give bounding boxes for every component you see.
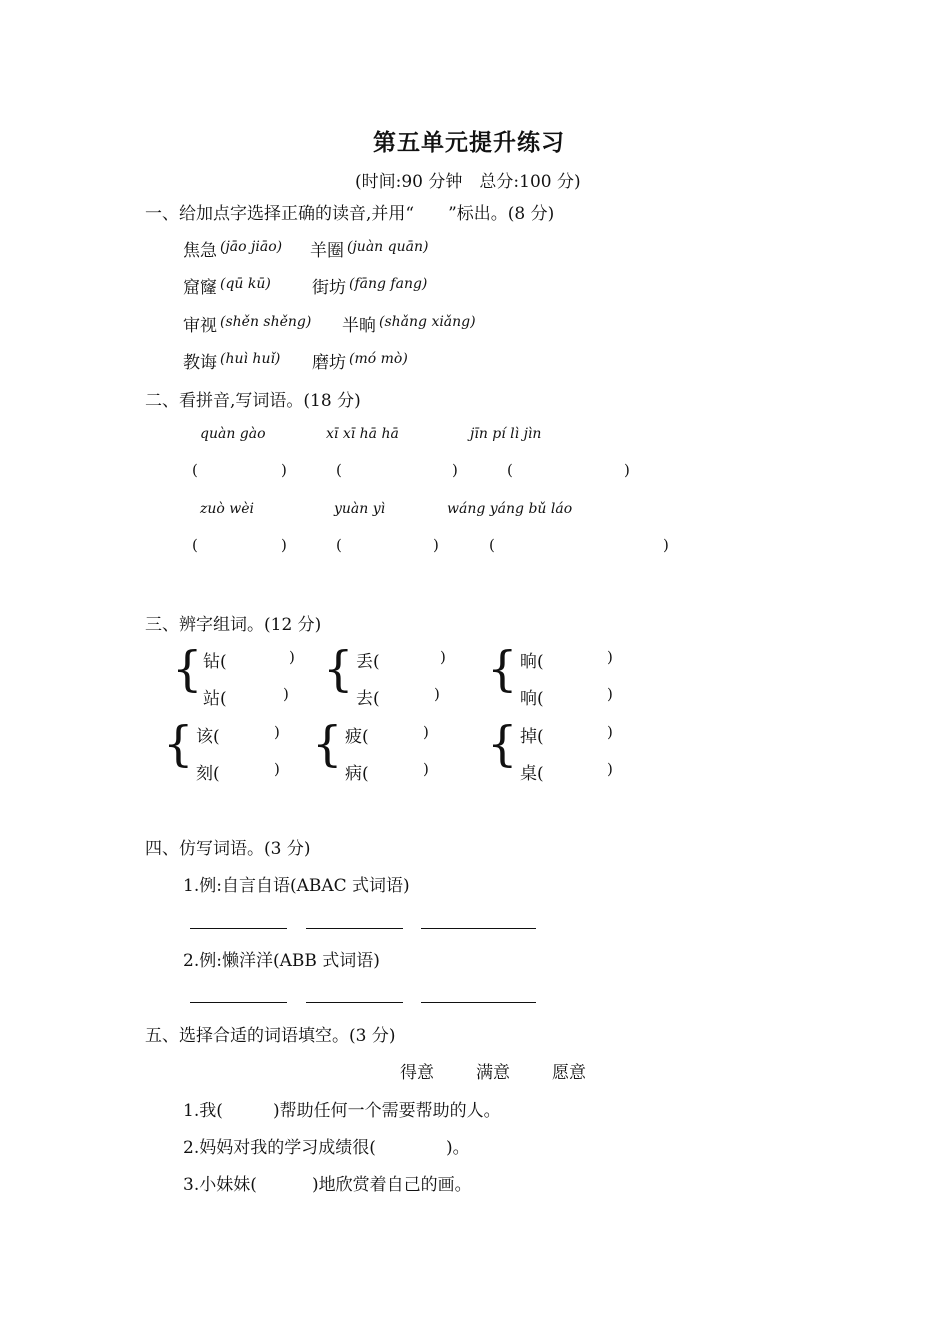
q5-choice: 满意 xyxy=(476,1063,510,1083)
answer-blank-line[interactable] xyxy=(421,928,536,929)
q3-char-a: 晌( xyxy=(520,652,544,672)
q1-options[interactable]: (shǎng xiǎng) xyxy=(379,314,476,330)
q5-choice: 得意 xyxy=(400,1063,434,1083)
answer-paren-close: ) xyxy=(433,536,439,554)
curly-brace: { xyxy=(487,641,518,697)
q2-pinyin: quàn gào xyxy=(200,426,266,442)
answer-paren-close: ) xyxy=(283,685,289,703)
answer-paren-open: ( xyxy=(489,536,495,554)
answer-paren-close: ) xyxy=(624,461,630,479)
q4-heading: 四、仿写词语。(3 分) xyxy=(145,839,311,859)
q5-sentence-3-end: )地欣赏着自己的画。 xyxy=(312,1175,472,1195)
answer-blank-line[interactable] xyxy=(190,1002,287,1003)
q4-example-1: 1.例:自言自语(ABAC 式词语) xyxy=(183,876,410,896)
q2-pinyin: wáng yáng bǔ láo xyxy=(447,501,573,517)
q2-pinyin: zuò wèi xyxy=(200,501,255,517)
q1-options[interactable]: (mó mò) xyxy=(349,351,408,367)
q3-char-b: 响( xyxy=(520,689,544,709)
q5-sentence-3-start: 3.小妹妹( xyxy=(183,1175,257,1195)
q1-options[interactable]: (juàn quān) xyxy=(347,239,429,255)
answer-paren-close: ) xyxy=(452,461,458,479)
answer-paren-close: ) xyxy=(440,648,446,666)
answer-paren-close: ) xyxy=(663,536,669,554)
answer-blank-line[interactable] xyxy=(306,1002,403,1003)
answer-paren-close: ) xyxy=(423,760,429,778)
answer-paren-close: ) xyxy=(274,760,280,778)
q3-char-b: 站( xyxy=(203,689,227,709)
answer-blank-line[interactable] xyxy=(421,1002,536,1003)
q3-char-b: 刻( xyxy=(196,764,220,784)
q4-example-2: 2.例:懒洋洋(ABB 式词语) xyxy=(183,951,380,971)
curly-brace: { xyxy=(323,641,354,697)
answer-paren-open: ( xyxy=(192,461,198,479)
q2-pinyin: xī xī hā hā xyxy=(326,426,399,442)
q2-heading: 二、看拼音,写词语。(18 分) xyxy=(145,391,361,411)
q2-pinyin: jīn pí lì jìn xyxy=(470,426,542,442)
q1-word: 羊圈 xyxy=(310,241,344,261)
answer-paren-close: ) xyxy=(607,685,613,703)
curly-brace: { xyxy=(312,716,343,772)
page-title: 第五单元提升练习 xyxy=(373,129,565,156)
answer-paren-open: ( xyxy=(336,461,342,479)
q1-word: 街坊 xyxy=(312,278,346,298)
q1-options[interactable]: (shěn shěng) xyxy=(220,314,312,330)
answer-paren-close: ) xyxy=(423,723,429,741)
answer-paren-close: ) xyxy=(281,536,287,554)
answer-paren-close: ) xyxy=(607,760,613,778)
answer-blank-line[interactable] xyxy=(306,928,403,929)
q1-options[interactable]: (huì huǐ) xyxy=(220,351,281,367)
q1-word: 磨坊 xyxy=(312,353,346,373)
answer-paren-close: ) xyxy=(434,685,440,703)
q5-sentence-2-end: )。 xyxy=(446,1138,470,1158)
q1-heading: 一、给加点字选择正确的读音,并用“ ”标出。(8 分) xyxy=(145,204,555,224)
q3-char-b: 去( xyxy=(356,689,380,709)
q1-word: 半晌 xyxy=(342,316,376,336)
q3-heading: 三、辨字组词。(12 分) xyxy=(145,615,322,635)
q5-heading: 五、选择合适的词语填空。(3 分) xyxy=(145,1026,396,1046)
answer-paren-close: ) xyxy=(281,461,287,479)
curly-brace: { xyxy=(487,716,518,772)
answer-paren-open: ( xyxy=(192,536,198,554)
q3-char-a: 疲( xyxy=(345,727,369,747)
q2-pinyin: yuàn yì xyxy=(334,501,386,517)
q1-word: 焦急 xyxy=(183,241,217,261)
answer-blank-line[interactable] xyxy=(190,928,287,929)
q5-sentence-2-start: 2.妈妈对我的学习成绩很( xyxy=(183,1138,376,1158)
q1-options[interactable]: (jāo jiāo) xyxy=(220,239,283,255)
q3-char-a: 掉( xyxy=(520,727,544,747)
answer-paren-open: ( xyxy=(507,461,513,479)
q3-char-b: 桌( xyxy=(520,764,544,784)
q1-word: 窟窿 xyxy=(183,278,217,298)
q3-char-a: 该( xyxy=(196,727,220,747)
q5-choice: 愿意 xyxy=(552,1063,586,1083)
q3-char-a: 钻( xyxy=(203,652,227,672)
q1-word: 教诲 xyxy=(183,353,217,373)
q1-options[interactable]: (fāng fang) xyxy=(349,276,428,292)
curly-brace: { xyxy=(163,716,194,772)
q1-options[interactable]: (qū kū) xyxy=(220,276,271,292)
q1-word: 审视 xyxy=(183,316,217,336)
answer-paren-close: ) xyxy=(289,648,295,666)
q3-char-a: 丢( xyxy=(356,652,380,672)
answer-paren-open: ( xyxy=(336,536,342,554)
q5-sentence-1-start: 1.我( xyxy=(183,1101,223,1121)
q5-sentence-1-end: )帮助任何一个需要帮助的人。 xyxy=(273,1101,501,1121)
answer-paren-close: ) xyxy=(607,648,613,666)
curly-brace: { xyxy=(172,641,203,697)
answer-paren-close: ) xyxy=(607,723,613,741)
answer-paren-close: ) xyxy=(274,723,280,741)
q3-char-b: 病( xyxy=(345,764,369,784)
page-subtitle: (时间:90 分钟 总分:100 分) xyxy=(355,172,581,192)
